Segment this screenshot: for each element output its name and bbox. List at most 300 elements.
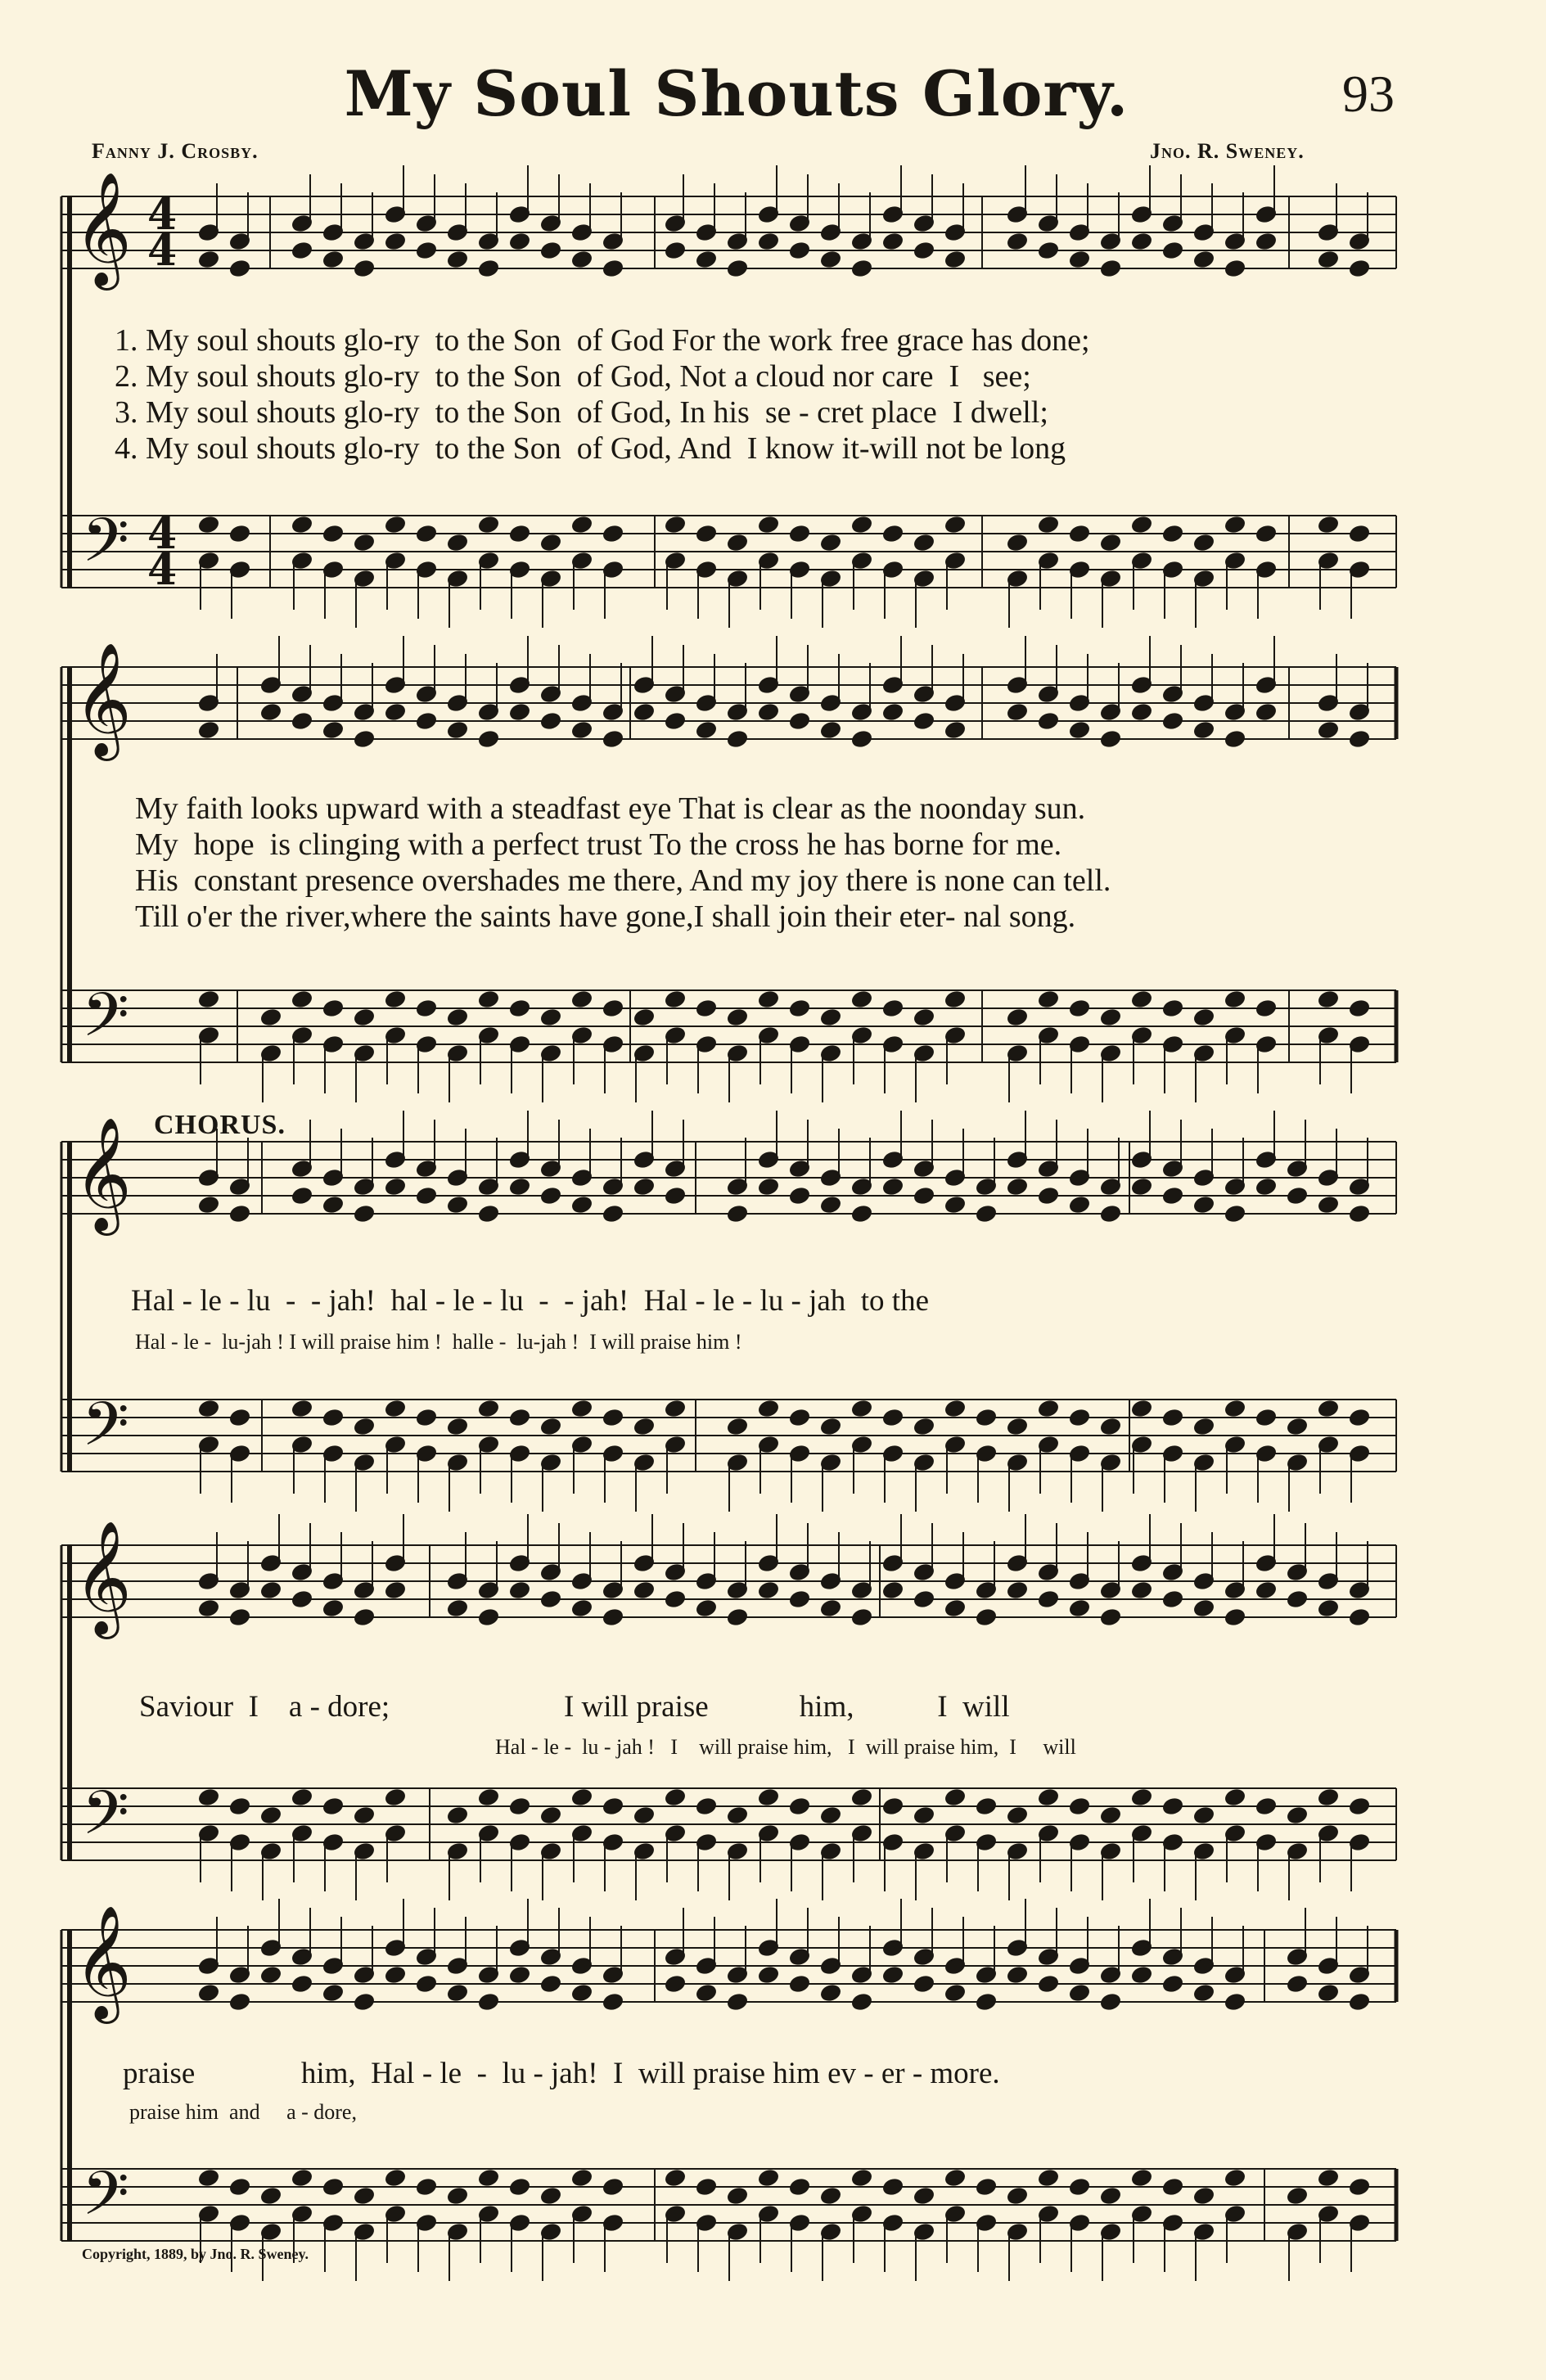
note-head [1193,1984,1215,2003]
note-head [229,2178,250,2197]
note-head [727,730,748,749]
note-head [260,1581,282,1600]
verse-2-line-b: My hope is clinging with a perfect trust To the cross he has borne for me. [135,827,1062,862]
note-head [478,1205,499,1224]
note-head [602,1993,624,2012]
note-head [540,1590,561,1609]
composer-credit: Jno. R. Sweney. [1150,139,1305,163]
time-signature: 4 [147,509,178,559]
note-head [820,250,841,269]
note-head [509,525,530,543]
note-head [1007,1966,1028,1985]
note-head [602,1409,624,1427]
note-head [1100,1205,1121,1224]
note-head [727,1608,748,1627]
note-head [913,1187,935,1206]
note-head [540,712,561,731]
note-head [291,1975,313,1994]
note-head [665,1400,686,1418]
note-head [789,1187,810,1206]
note-head [416,241,437,260]
note-head [633,1418,655,1436]
note-head [1100,730,1121,749]
note-head [1038,516,1059,534]
note-head [758,2169,779,2188]
note-head [1007,2187,1028,2206]
copyright-notice: Copyright, 1889, by Jno. R. Sweney. [82,2246,309,2262]
note-head [696,1984,717,2003]
note-head [571,1984,593,2003]
note-head [1100,1608,1121,1627]
note-head [291,990,313,1009]
note-head [1131,1788,1152,1807]
note-head [602,525,624,543]
time-signature: 4 [147,545,178,595]
note-head [1349,1608,1370,1627]
note-head [1007,232,1028,251]
note-head [1007,1806,1028,1825]
note-head [820,1196,841,1215]
note-head [1255,1581,1277,1600]
note-head [758,1788,779,1807]
note-head [571,990,593,1009]
note-head [882,1581,904,1600]
note-head [913,1975,935,1994]
note-head [602,2178,624,2197]
note-head [447,2187,468,2206]
note-head [602,730,624,749]
note-head [1007,1178,1028,1197]
note-head [571,2169,593,2188]
note-head [665,1788,686,1807]
note-head [1255,703,1277,722]
note-head [602,1608,624,1627]
note-head [1007,1008,1028,1027]
note-head [447,1806,468,1825]
note-head [882,232,904,251]
note-head [1162,241,1183,260]
note-head [727,1008,748,1027]
note-head [602,1205,624,1224]
note-head [976,1797,997,1816]
note-head [882,1797,904,1816]
note-head [229,1993,250,2012]
note-head [1349,730,1370,749]
note-head [1069,525,1090,543]
note-head [1162,1409,1183,1427]
note-head [1287,1418,1308,1436]
note-head [820,1806,841,1825]
note-head [1255,232,1277,251]
note-head [571,721,593,740]
note-head [1131,1400,1152,1418]
note-head [1224,990,1246,1009]
note-head [385,1400,406,1418]
note-head [198,1196,219,1215]
note-head [1007,1581,1028,1600]
note-head [416,1409,437,1427]
note-head [1193,1418,1215,1436]
note-head [633,1178,655,1197]
note-head [1162,525,1183,543]
note-head [198,990,219,1009]
note-head [696,525,717,543]
note-head [1287,1806,1308,1825]
note-head [260,1966,282,1985]
note-head [1193,2187,1215,2206]
note-head [385,2169,406,2188]
note-head [540,2187,561,2206]
note-head [882,2178,904,2197]
note-head [1100,1008,1121,1027]
note-head [385,1966,406,1985]
note-head [665,1975,686,1994]
note-head [354,1993,375,2012]
note-head [665,516,686,534]
note-head [416,525,437,543]
note-head [1224,730,1246,749]
note-head [1069,721,1090,740]
note-head [913,241,935,260]
note-head [633,1806,655,1825]
note-head [665,241,686,260]
note-head [385,516,406,534]
note-head [944,1984,966,2003]
note-head [727,1806,748,1825]
bass-clef-icon: 𝄢 [82,505,129,591]
note-head [758,232,779,251]
note-head [1038,712,1059,731]
note-head [1069,1409,1090,1427]
note-head [385,1581,406,1600]
note-head [696,1797,717,1816]
note-head [385,1788,406,1807]
note-head [696,1599,717,1618]
note-head [1224,1993,1246,2012]
note-head [322,2178,344,2197]
note-head [198,1788,219,1807]
note-head [665,1187,686,1206]
note-head [1069,999,1090,1018]
note-head [1162,999,1183,1018]
note-head [1349,1993,1370,2012]
note-head [727,1993,748,2012]
note-head [229,259,250,278]
note-head [1069,1196,1090,1215]
note-head [571,1196,593,1215]
note-head [509,1178,530,1197]
note-head [260,2187,282,2206]
note-head [665,990,686,1009]
note-head [1318,721,1339,740]
note-head [1162,2178,1183,2197]
note-head [385,703,406,722]
note-head [1318,516,1339,534]
note-head [1224,1205,1246,1224]
treble-clef-icon: 𝄞 [74,172,132,286]
note-head [944,1400,966,1418]
note-head [696,250,717,269]
note-head [540,1418,561,1436]
note-head [1038,1400,1059,1418]
note-head [1162,712,1183,731]
note-head [1007,1418,1028,1436]
note-head [727,1205,748,1224]
note-head [1069,1984,1090,2003]
note-head [1162,1590,1183,1609]
chorus-lyric-2: Saviour I a - dore; I will praise him, I will [139,1690,1010,1724]
hymn-title: My Soul Shouts Glory. [344,57,1129,130]
note-head [1100,259,1121,278]
note-head [1162,1797,1183,1816]
note-head [322,999,344,1018]
note-head [1038,1975,1059,1994]
note-head [789,2178,810,2197]
note-head [1287,2187,1308,2206]
note-head [1038,241,1059,260]
note-head [416,2178,437,2197]
note-head [447,1196,468,1215]
note-head [540,1975,561,1994]
note-head [354,730,375,749]
note-head [540,534,561,552]
note-head [571,1788,593,1807]
note-head [789,999,810,1018]
note-head [416,712,437,731]
note-head [198,250,219,269]
note-head [1349,999,1370,1018]
note-head [976,1993,997,2012]
note-head [1318,1400,1339,1418]
note-head [322,721,344,740]
note-head [851,2169,872,2188]
note-head [354,534,375,552]
note-head [913,534,935,552]
note-head [913,1418,935,1436]
bass-clef-icon: 𝄢 [82,1389,129,1475]
note-head [291,2169,313,2188]
note-head [1038,990,1059,1009]
note-head [1131,990,1152,1009]
note-head [882,1178,904,1197]
note-head [478,516,499,534]
note-head [1038,1187,1059,1206]
note-head [1038,2169,1059,2188]
note-head [727,534,748,552]
verse-1-line-b: My faith looks upward with a steadfast eye That is clear as the noonday sun. [135,791,1086,826]
note-head [696,999,717,1018]
note-head [260,703,282,722]
note-head [540,1187,561,1206]
treble-clef-icon: 𝄞 [74,1117,132,1231]
note-head [602,259,624,278]
note-head [571,1599,593,1618]
note-head [1193,1806,1215,1825]
treble-clef-icon: 𝄞 [74,1905,132,2019]
note-head [1100,1993,1121,2012]
note-head [1255,999,1277,1018]
note-head [789,1975,810,1994]
note-head [291,516,313,534]
chorus-label: CHORUS. [154,1110,286,1140]
note-head [1131,516,1152,534]
bass-clef-icon: 𝄢 [82,2158,129,2244]
chorus-bass-lyric-1: Hal - le - lu-jah ! I will praise him ! halle - lu-jah ! I will praise him ! [135,1330,742,1354]
page-number: 93 [1342,65,1395,123]
note-head [322,1599,344,1618]
note-head [758,516,779,534]
note-head [1318,990,1339,1009]
note-head [696,2178,717,2197]
note-head [260,1008,282,1027]
note-head [944,990,966,1009]
note-head [944,2169,966,2188]
note-head [665,712,686,731]
note-head [354,259,375,278]
note-head [758,703,779,722]
note-head [1193,534,1215,552]
note-head [1162,1975,1183,1994]
note-head [727,1418,748,1436]
note-head [1193,1599,1215,1618]
note-head [1069,2178,1090,2197]
note-head [198,721,219,740]
note-head [1224,1400,1246,1418]
note-head [198,516,219,534]
note-head [540,241,561,260]
note-head [602,999,624,1018]
note-head [1100,1806,1121,1825]
note-head [820,1599,841,1618]
note-head [509,999,530,1018]
note-head [665,2169,686,2188]
note-head [1255,1797,1277,1816]
note-head [1038,1590,1059,1609]
bass-clef-icon: 𝄢 [82,980,129,1066]
note-head [758,990,779,1009]
note-head [851,1788,872,1807]
note-head [1318,250,1339,269]
note-head [1349,1797,1370,1816]
note-head [447,1984,468,2003]
note-head [820,1984,841,2003]
note-head [789,525,810,543]
note-head [509,1409,530,1427]
note-head [1131,1178,1152,1197]
note-head [1007,703,1028,722]
note-head [820,721,841,740]
note-head [1224,1788,1246,1807]
note-head [447,721,468,740]
note-head [820,534,841,552]
note-head [1131,232,1152,251]
chorus-bass-lyric-3: praise him and a - dore, [129,2100,357,2124]
note-head [322,1409,344,1427]
note-head [447,534,468,552]
note-head [820,1008,841,1027]
note-head [602,1797,624,1816]
note-head [1193,1196,1215,1215]
note-head [882,703,904,722]
note-head [416,999,437,1018]
note-head [1131,703,1152,722]
note-head [944,721,966,740]
note-head [758,1966,779,1985]
note-head [820,1418,841,1436]
note-head [789,241,810,260]
verse-3-line-b: His constant presence overshades me there, And my joy there is none can tell. [135,863,1111,898]
note-head [1100,534,1121,552]
note-head [976,1205,997,1224]
note-head [882,525,904,543]
note-head [851,990,872,1009]
chorus-lyric-1: Hal - le - lu - - jah! hal - le - lu - - jah! Hal - le - lu - jah to the [131,1284,930,1318]
note-head [1349,525,1370,543]
note-head [1224,1608,1246,1627]
note-head [1318,2169,1339,2188]
note-head [758,1400,779,1418]
bass-clef-icon: 𝄢 [82,1778,129,1864]
note-head [1100,1418,1121,1436]
note-head [478,730,499,749]
note-head [260,1806,282,1825]
note-head [1349,1409,1370,1427]
note-head [1255,525,1277,543]
note-head [944,1599,966,1618]
note-head [1131,1581,1152,1600]
note-head [1193,250,1215,269]
note-head [789,712,810,731]
note-head [416,1975,437,1994]
note-head [633,703,655,722]
note-head [789,1590,810,1609]
note-head [229,1205,250,1224]
note-head [1131,1966,1152,1985]
author-credit: Fanny J. Crosby. [92,139,259,163]
verse-4-line-b: Till o'er the river,where the saints have gone,I shall join their eter- nal song. [135,899,1076,934]
note-head [976,1409,997,1427]
note-head [633,1581,655,1600]
note-head [540,1008,561,1027]
note-head [385,1178,406,1197]
note-head [229,1608,250,1627]
note-head [1131,2169,1152,2188]
note-head [851,516,872,534]
note-head [1193,721,1215,740]
note-head [354,1008,375,1027]
note-head [322,525,344,543]
note-head [1193,1008,1215,1027]
note-head [944,1196,966,1215]
note-head [229,525,250,543]
verse-3-line-a: 3. My soul shouts glo-ry to the Son of God, In his se - cret place I dwell; [115,395,1048,430]
note-head [851,1400,872,1418]
verse-4-line-a: 4. My soul shouts glo-ry to the Son of God, And I know it-will not be long [115,431,1066,466]
note-head [913,1806,935,1825]
note-head [882,1409,904,1427]
note-head [851,1205,872,1224]
note-head [509,703,530,722]
note-head [758,1178,779,1197]
note-head [1287,1590,1308,1609]
note-head [1287,1975,1308,1994]
note-head [385,232,406,251]
note-head [820,2187,841,2206]
treble-clef-icon: 𝄞 [74,1521,132,1634]
note-head [1100,2187,1121,2206]
verse-2-line-a: 2. My soul shouts glo-ry to the Son of God, Not a cloud nor care I see; [115,359,1031,394]
note-head [882,1966,904,1985]
